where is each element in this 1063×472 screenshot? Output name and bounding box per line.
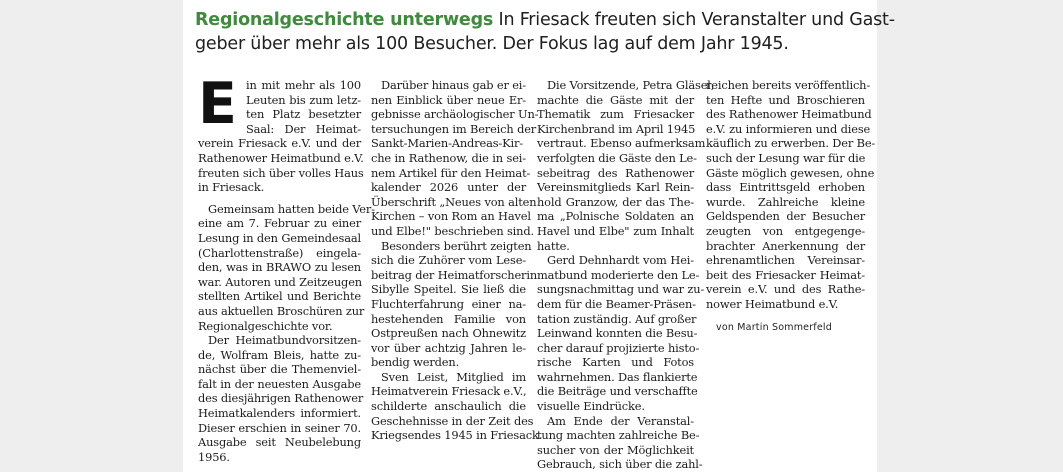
- text-line: verein Friesack e.V. und der: [198, 136, 361, 151]
- text-line: ehrenamtlichen Vereinsar-: [706, 253, 865, 268]
- text-line: ten Platz besetzter: [246, 107, 361, 122]
- text-line: beit des Friesacker Heimat-: [706, 267, 865, 282]
- text-line: Leinwand konnten die Besu-: [537, 326, 698, 341]
- text-line: Kirchenbrand im April 1945: [537, 121, 696, 136]
- text-line: hatte.: [537, 238, 570, 253]
- text-line: verfolgten die Gäste den Le-: [537, 150, 697, 165]
- text-line: freuten sich über volles Haus: [198, 165, 364, 180]
- text-line: such der Lesung war für die: [706, 150, 866, 165]
- text-line: Vereinsmitglieds Karl Rein-: [537, 180, 694, 195]
- text-line: aus aktuellen Broschüren zur: [198, 303, 365, 318]
- article-header: [195, 8, 895, 56]
- text-line: Sankt-Marien-Andreas-Kir-: [371, 136, 523, 151]
- text-line: Besonders berührt zeigten: [381, 238, 532, 253]
- text-line: Sibylle Speitel. Sie ließ die: [371, 282, 526, 297]
- text-line: Saal: Der Heimat-: [246, 121, 361, 136]
- article-column-2: [371, 78, 543, 443]
- text-line: e.V. zu informieren und diese: [706, 121, 871, 136]
- text-line: sungsnachmittag und war zu-: [537, 282, 705, 297]
- text-line: vertraut. Ebenso aufmerksam: [537, 136, 706, 151]
- text-line: den, was in BRAWO zu lesen: [198, 260, 361, 275]
- text-line: sich die Zuhörer vom Lese-: [371, 253, 526, 268]
- text-line: reichen bereits veröffentlich-: [706, 78, 871, 92]
- text-line: beitrag der Heimatforscherin: [371, 267, 538, 282]
- text-line: war. Autoren und Zeitzeugen: [198, 274, 362, 289]
- text-line: Geschehnisse in der Zeit des: [371, 413, 534, 428]
- paragraph-gap: [198, 195, 361, 202]
- text-line: nen Einblick über neue Er-: [371, 92, 526, 107]
- text-line: falt in der neuesten Ausgabe: [198, 376, 361, 391]
- text-line: Gebrauch, sich über die zahl-: [537, 457, 703, 472]
- drop-cap: E: [198, 71, 237, 137]
- text-line: schilderte anschaulich die: [371, 399, 526, 414]
- text-line: Der Heimatbundvorsitzen-: [208, 333, 361, 348]
- kicker: Regionalgeschichte unterwegs: [195, 10, 494, 30]
- text-line: des Rathenower Heimatbund: [706, 107, 872, 122]
- text-line: in Friesack.: [198, 180, 265, 195]
- text-line: Kriegsendes 1945 in Friesack.: [371, 428, 543, 443]
- text-line: matbund moderierte den Le-: [537, 267, 700, 282]
- text-line: Die Vorsitzende, Petra Gläsel,: [547, 78, 715, 92]
- article-column-1: [198, 71, 375, 464]
- text-line: 1956.: [198, 449, 230, 464]
- text-line: ten Hefte und Broschieren: [706, 92, 865, 107]
- text-line: machte die Gäste mit der: [537, 92, 694, 107]
- text-line: cher darauf projizierte histo-: [537, 340, 700, 355]
- text-line: Gerd Dehnhardt vom Hei-: [547, 253, 694, 268]
- text-line: nem Artikel für den Heimat-: [371, 165, 531, 180]
- text-line: Rathenower Heimatbund e.V.: [198, 150, 364, 165]
- text-line: ma „Polnische Soldaten an: [537, 209, 694, 224]
- text-line: Leuten bis zum letz-: [246, 92, 361, 107]
- text-line: Regionalgeschichte vor.: [198, 318, 333, 333]
- text-line: tation zuständig. Auf großer: [537, 311, 697, 326]
- text-line: stellten Artikel und Berichte: [198, 289, 361, 304]
- text-line: hestehenden Familie von: [371, 311, 526, 326]
- text-line: Fluchterfahrung einer na-: [371, 296, 526, 311]
- text-line: Überschrift „Neues von alten: [371, 194, 537, 209]
- text-line: wahrnehmen. Das flankierte: [537, 369, 698, 384]
- header-line-2: geber über mehr als 100 Besucher. Der Fokus lag auf dem Jahr 1945.: [195, 34, 789, 54]
- text-line: dass Eintrittsgeld erhoben: [706, 180, 865, 195]
- text-line: verein e.V. und des Rathe-: [706, 282, 865, 297]
- text-line: in mit mehr als 100: [246, 78, 361, 92]
- text-line: Dieser erschien in seiner 70.: [198, 420, 361, 435]
- text-line: Geldspenden der Besucher: [706, 209, 865, 224]
- text-line: nächst über die Themenviel-: [198, 362, 361, 377]
- text-line: des diesjährigen Rathenower: [198, 391, 364, 406]
- text-line: bendig werden.: [371, 355, 460, 370]
- text-line: visuelle Eindrücke.: [537, 399, 645, 414]
- text-line: wurde. Zahlreiche kleine: [706, 194, 865, 209]
- text-line: Havel und Elbe" zum Inhalt: [537, 223, 694, 238]
- text-line: Darüber hinaus gab er ei-: [381, 78, 526, 92]
- text-line: brachter Anerkennung der: [706, 238, 865, 253]
- text-line: nower Heimatbund e.V.: [706, 296, 839, 311]
- text-line: Am Ende der Veranstal-: [547, 413, 694, 428]
- text-line: Sven Leist, Mitglied im: [381, 369, 526, 384]
- text-line: Heimatverein Friesack e.V.,: [371, 384, 527, 399]
- text-line: Gäste möglich gewesen, ohne: [706, 165, 875, 180]
- text-line: hold Granzow, der das The-: [537, 194, 694, 209]
- text-line: dem für die Beamer-Präsen-: [537, 296, 696, 311]
- text-line: kalender 2026 unter der: [371, 180, 526, 195]
- text-line: tersuchungen im Bereich der: [371, 121, 537, 136]
- text-line: gebnisse archäologischer Un-: [371, 107, 539, 122]
- text-line: (Charlottenstraße) eingela-: [198, 245, 361, 260]
- text-line: sucher von der Möglichkeit: [537, 442, 694, 457]
- text-line: sebeitrag des Rathenower: [537, 165, 694, 180]
- text-line: zeugten von entgegenge-: [706, 223, 865, 238]
- text-line: vor über achtzig Jahren le-: [371, 340, 526, 355]
- text-line: die Beiträge und verschaffte: [537, 384, 698, 399]
- text-line: Heimatkalenders informiert.: [198, 406, 361, 421]
- text-line: che in Rathenow, die in sei-: [371, 150, 526, 165]
- text-line: eine am 7. Februar zu einer: [198, 216, 361, 231]
- text-line: Gemeinsam hatten beide Ver-: [208, 201, 375, 216]
- text-line: Ostpreußen nach Ohnewitz: [371, 326, 526, 341]
- text-line: rische Karten und Fotos: [537, 355, 694, 370]
- header-line-1: [195, 8, 895, 32]
- author-byline: von Martin Sommerfeld: [716, 322, 832, 333]
- article-column-3: [537, 78, 715, 472]
- text-line: tung machten zahlreiche Be-: [537, 428, 700, 443]
- text-line: und Elbe!" beschrieben sind.: [371, 223, 534, 238]
- article-column-4: [706, 78, 876, 312]
- header-text-1: In Friesack freuten sich Veranstalter und Gast-: [493, 10, 895, 30]
- text-line: Ausgabe seit Neubelebung: [198, 435, 361, 450]
- text-line: käuflich zu erwerben. Der Be-: [706, 136, 876, 151]
- text-line: de, Wolfram Bleis, hatte zu-: [198, 347, 361, 362]
- text-line: Kirchen – von Rom an Havel: [371, 209, 531, 224]
- text-line: Lesung in den Gemeindesaal: [198, 230, 361, 245]
- text-line: Thematik zum Friesacker: [537, 107, 694, 122]
